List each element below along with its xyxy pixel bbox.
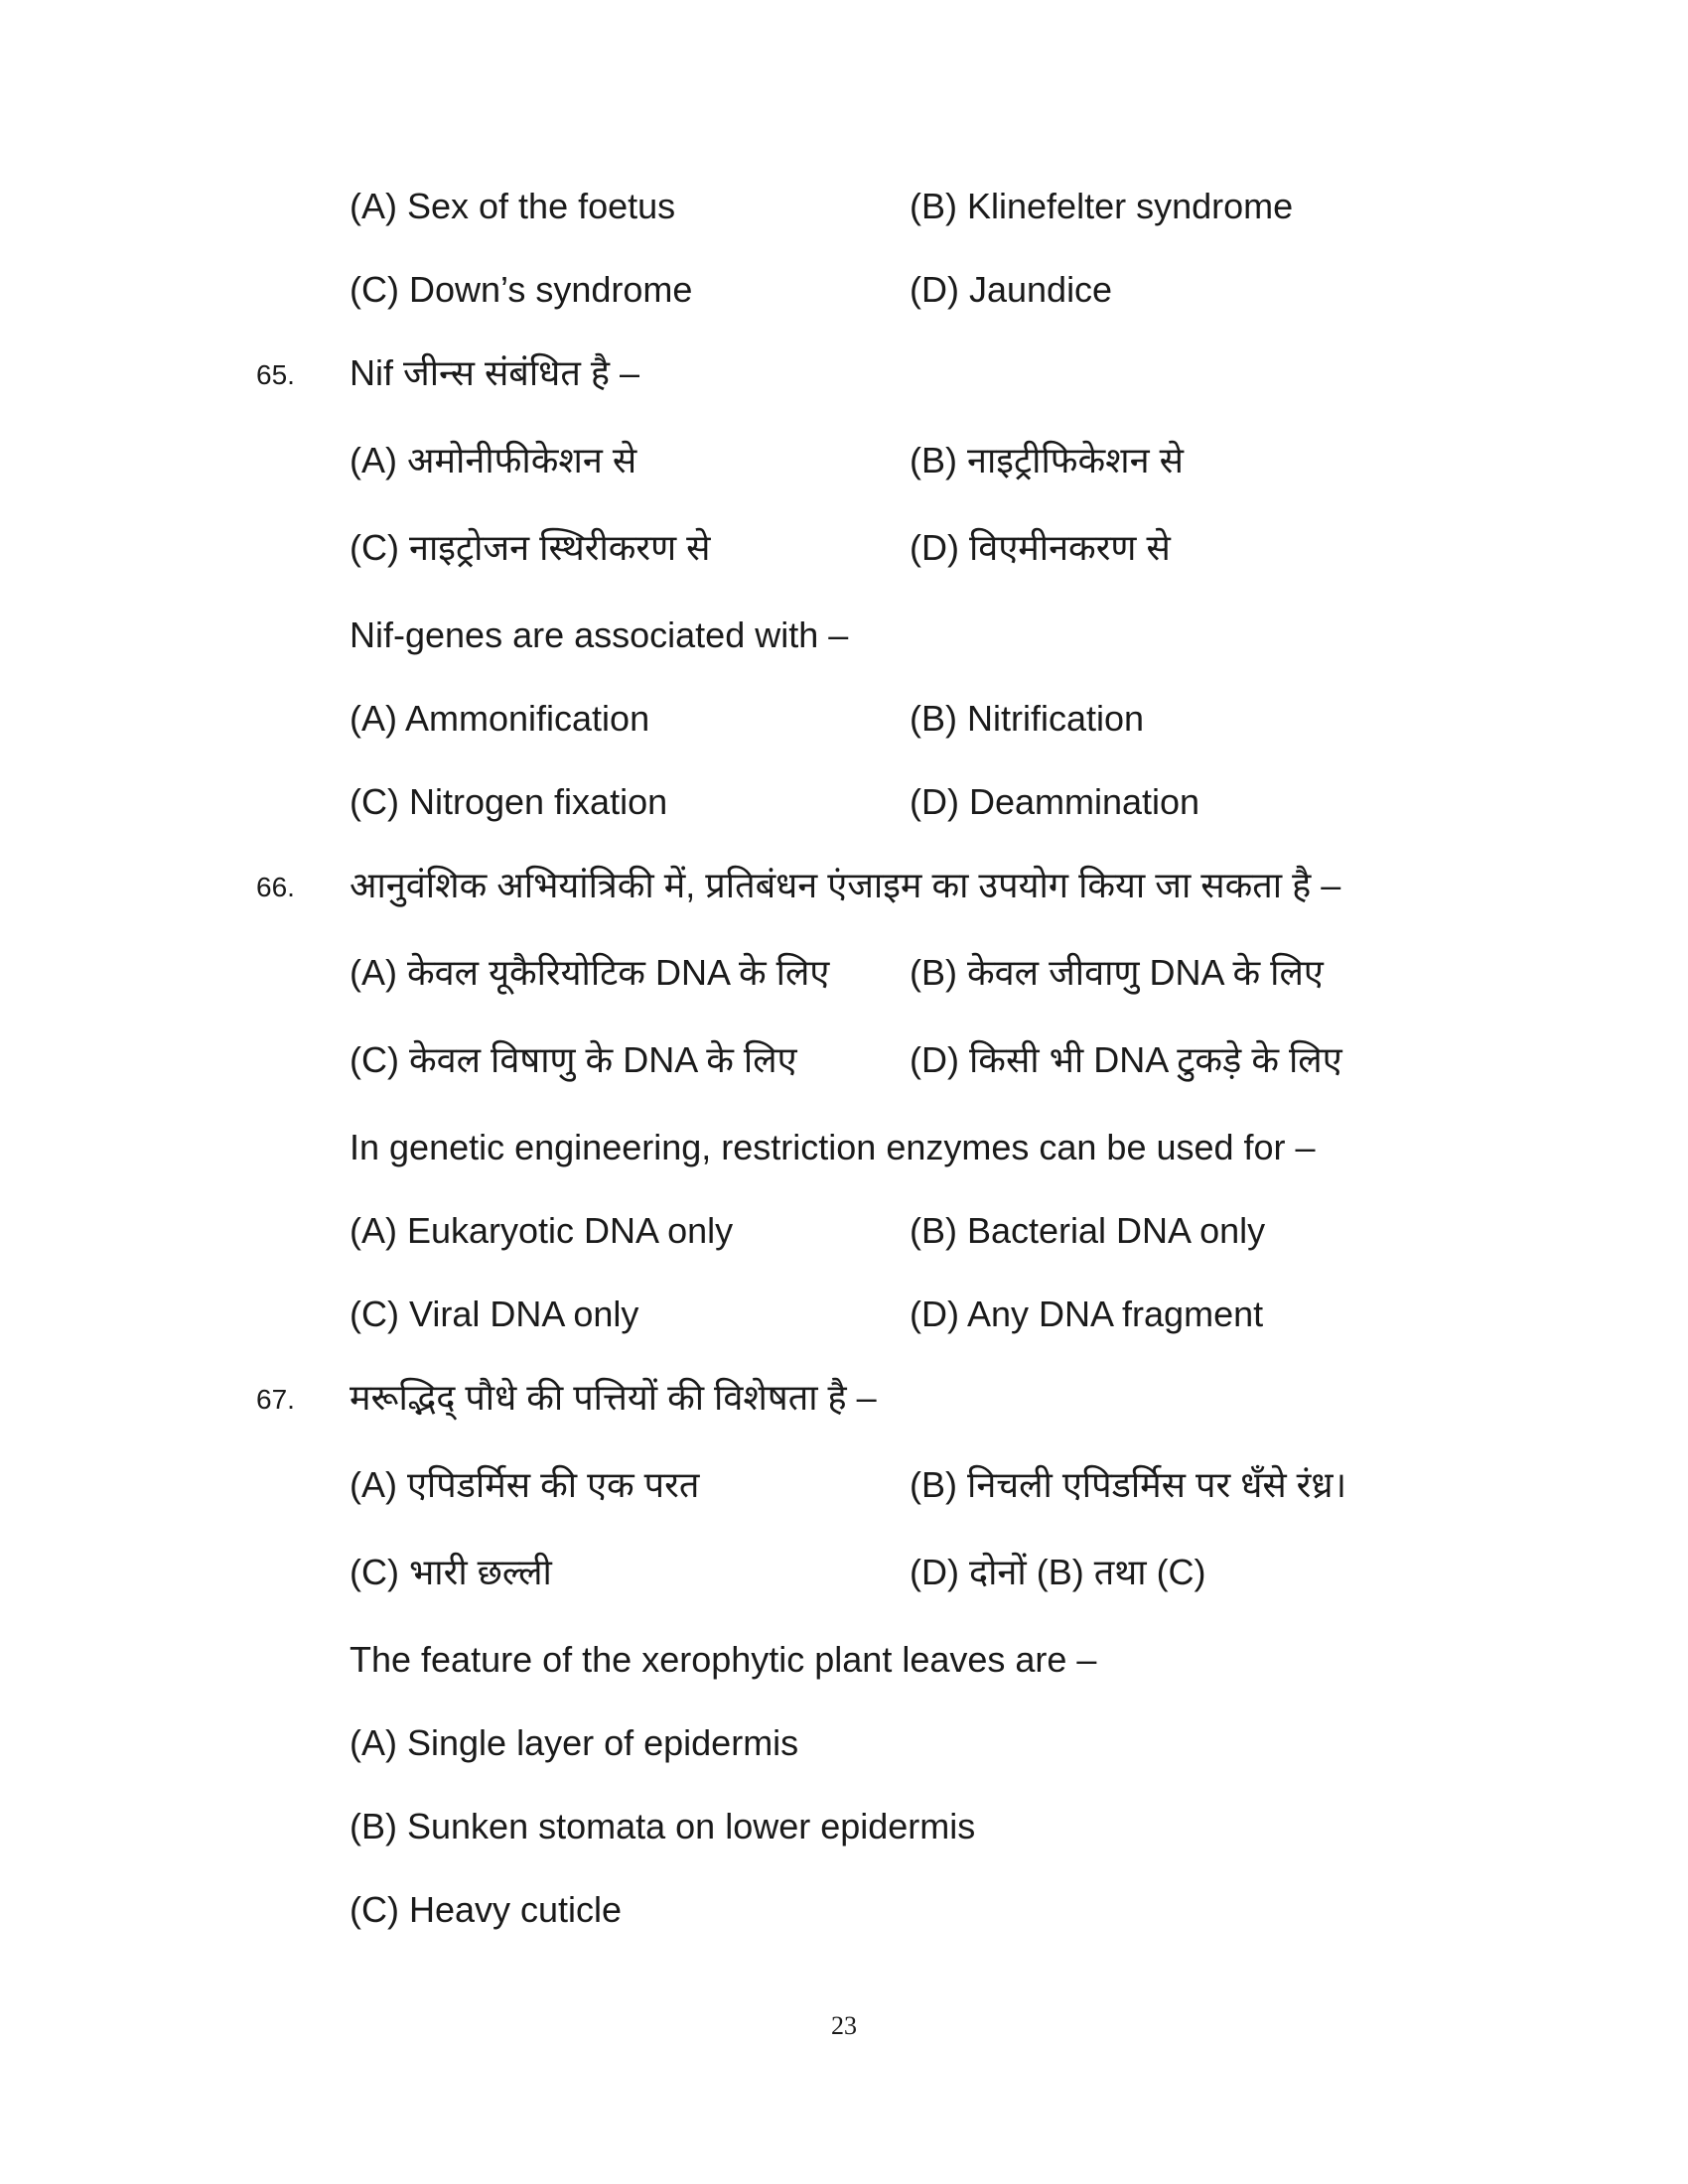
q66-hindi-option-d: (D) किसी भी DNA टुकड़े के लिए — [910, 1039, 1342, 1080]
prev-option-a: (A) Sex of the foetus — [350, 186, 676, 226]
question-number-67: 67. — [256, 1384, 295, 1415]
prev-option-d: (D) Jaundice — [910, 269, 1113, 310]
q65-english-option-a: (A) Ammonification — [350, 698, 650, 739]
q65-english-option-b: (B) Nitrification — [910, 698, 1145, 739]
q65-hindi-option-d: (D) विएमीनकरण से — [910, 527, 1171, 568]
q66-hindi-option-b: (B) केवल जीवाणु DNA के लिए — [910, 952, 1324, 993]
q67-hindi-option-b: (B) निचली एपिडर्मिस पर धँसे रंध्र। — [910, 1464, 1347, 1505]
q65-hindi-option-b: (B) नाइट्रीफिकेशन से — [910, 440, 1184, 480]
q67-english-question: The feature of the xerophytic plant leaves are – — [350, 1639, 1097, 1680]
question-number-65: 65. — [256, 359, 295, 390]
q67-english-option-b: (B) Sunken stomata on lower epidermis — [350, 1806, 976, 1846]
q67-hindi-question: मरूद्भिद् पौधे की पत्तियों की विशेषता है – — [350, 1377, 877, 1418]
q66-hindi-option-a: (A) केवल यूकैरियोटिक DNA के लिए — [350, 952, 830, 993]
page-number: 23 — [831, 2011, 857, 2040]
prev-option-c: (C) Down’s syndrome — [350, 269, 693, 310]
q67-hindi-option-c: (C) भारी छल्ली — [350, 1552, 552, 1592]
q65-english-option-c: (C) Nitrogen fixation — [350, 781, 668, 822]
q65-english-question: Nif-genes are associated with – — [350, 614, 849, 655]
q67-english-option-a: (A) Single layer of epidermis — [350, 1722, 799, 1763]
prev-option-b: (B) Klinefelter syndrome — [910, 186, 1294, 226]
q65-hindi-option-c: (C) नाइट्रोजन स्थिरीकरण से — [350, 527, 711, 568]
question-number-66: 66. — [256, 872, 295, 902]
q66-english-question: In genetic engineering, restriction enzymes can be used for – — [350, 1127, 1316, 1167]
q66-hindi-question: आनुवंशिक अभियांत्रिकी में, प्रतिबंधन एंजाइम का उपयोग किया जा सकता है – — [350, 865, 1341, 905]
q66-english-option-d: (D) Any DNA fragment — [910, 1294, 1264, 1334]
q67-hindi-option-d: (D) दोनों (B) तथा (C) — [910, 1552, 1206, 1592]
q66-english-option-c: (C) Viral DNA only — [350, 1294, 639, 1334]
q65-hindi-option-a: (A) अमोनीफीकेशन से — [350, 440, 637, 480]
q66-english-option-a: (A) Eukaryotic DNA only — [350, 1210, 734, 1251]
q67-english-option-c: (C) Heavy cuticle — [350, 1889, 623, 1930]
q66-english-option-b: (B) Bacterial DNA only — [910, 1210, 1266, 1251]
q67-hindi-option-a: (A) एपिडर्मिस की एक परत — [350, 1464, 700, 1505]
q66-hindi-option-c: (C) केवल विषाणु के DNA के लिए — [350, 1039, 797, 1080]
q65-english-option-d: (D) Deammination — [910, 781, 1200, 822]
q65-hindi-question: Nif जीन्स संबंधित है – — [350, 352, 639, 393]
